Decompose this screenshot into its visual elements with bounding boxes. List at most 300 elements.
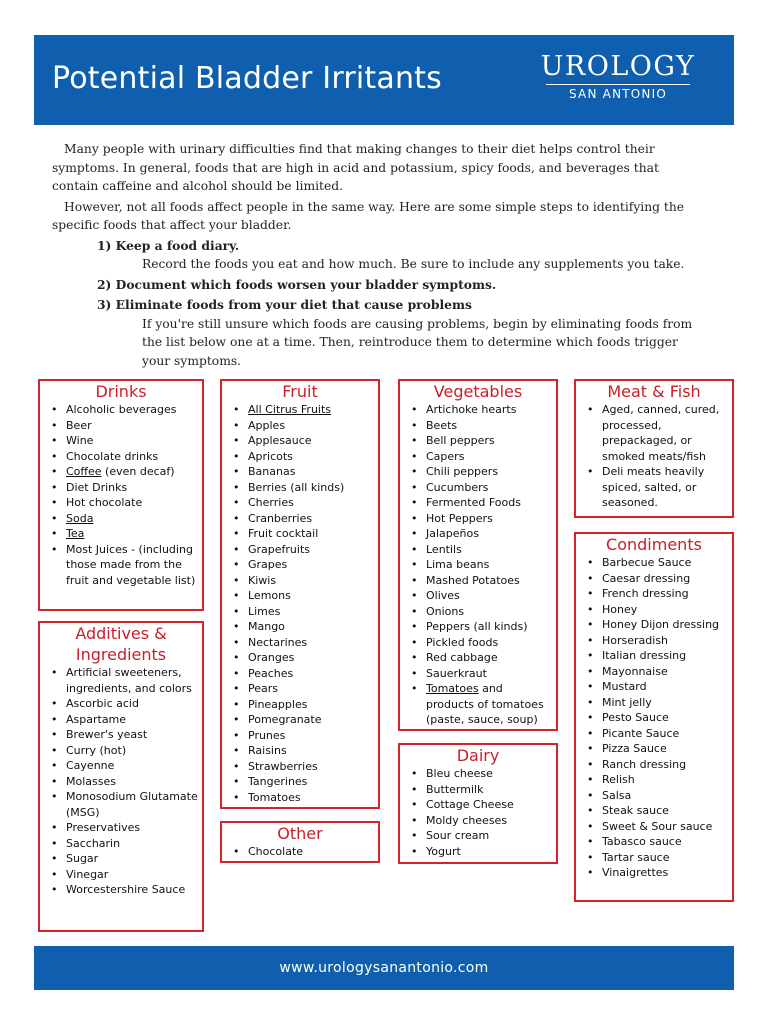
bullet-icon: •	[411, 573, 418, 587]
bullet-icon: •	[587, 571, 594, 585]
header-banner	[34, 35, 734, 125]
list-item	[222, 844, 374, 860]
item-text: Mango	[248, 620, 285, 633]
item-text: Bleu cheese	[426, 767, 493, 780]
item-text: Mustard	[602, 680, 647, 693]
list-item	[576, 850, 728, 866]
bullet-icon: •	[233, 465, 240, 478]
bullet-icon: •	[411, 635, 418, 649]
logo-subtitle: SAN ANTONIO	[569, 87, 667, 101]
list-item	[400, 828, 552, 844]
item-text: Coffee	[66, 465, 102, 478]
list-item	[40, 464, 198, 480]
bullet-icon: •	[587, 773, 594, 786]
list-item	[576, 772, 728, 788]
bullet-icon: •	[587, 465, 594, 478]
list-item	[40, 774, 198, 790]
bullet-icon: •	[51, 821, 58, 834]
list-item	[576, 788, 728, 804]
item-text: Curry (hot)	[66, 743, 127, 757]
list-item	[400, 766, 552, 782]
item-text: Limes	[248, 604, 281, 618]
list-item	[222, 697, 374, 713]
list-item	[40, 882, 198, 898]
item-text: Ranch dressing	[602, 757, 687, 771]
bullet-icon: •	[233, 635, 240, 649]
item-text: Tomatoes	[248, 790, 301, 804]
bullet-icon: •	[411, 449, 418, 463]
logo-divider	[546, 84, 690, 85]
item-text: Apples	[248, 418, 286, 432]
item-list	[40, 665, 202, 898]
list-item	[222, 743, 374, 759]
list-item	[576, 679, 728, 695]
list-item	[400, 604, 552, 620]
item-text: Buttermilk	[426, 782, 484, 796]
bullet-icon: •	[51, 836, 58, 850]
item-text: Mayonnaise	[602, 664, 668, 678]
bullet-icon: •	[587, 866, 594, 879]
bullet-icon: •	[587, 788, 594, 802]
item-suffix: (even decaf)	[101, 465, 175, 478]
item-text: Picante Sauce	[602, 726, 680, 740]
list-item	[400, 650, 552, 666]
item-text: Pickled foods	[426, 635, 499, 649]
category-title: Drinks	[95, 382, 147, 401]
item-text: Vinegar	[66, 867, 109, 881]
item-text: Artificial sweeteners, ingredients, and colors	[66, 666, 192, 695]
item-text: Yogurt	[426, 844, 461, 858]
list-item	[400, 480, 552, 496]
list-item	[40, 758, 198, 774]
item-text: Aspartame	[66, 712, 127, 726]
item-suffix: and products of tomatoes (paste, sauce, soup)	[426, 682, 544, 726]
bullet-icon: •	[411, 589, 418, 602]
item-text: Prunes	[248, 728, 286, 742]
item-text: Lima beans	[426, 558, 490, 571]
step-heading: 3) Eliminate foods from your diet that cause problems	[97, 297, 472, 312]
list-item	[40, 402, 198, 418]
item-text: All Citrus Fruits	[248, 403, 332, 416]
bullet-icon: •	[411, 782, 418, 796]
category-fruit	[220, 379, 380, 809]
bullet-icon: •	[411, 511, 418, 525]
list-item	[40, 851, 198, 867]
item-text: Onions	[426, 604, 465, 618]
list-item	[40, 526, 198, 542]
item-list	[400, 766, 556, 859]
bullet-icon: •	[411, 527, 418, 540]
item-text: Preservatives	[66, 821, 141, 834]
category-drinks	[38, 379, 204, 611]
bullet-icon: •	[587, 819, 594, 833]
category-title: Fruit	[282, 382, 318, 401]
item-text: Ascorbic acid	[66, 697, 139, 710]
item-text: Bananas	[248, 465, 296, 478]
list-item	[576, 803, 728, 819]
list-item	[40, 449, 198, 465]
list-item	[222, 433, 374, 449]
list-item	[40, 696, 198, 712]
item-text: Italian dressing	[602, 649, 687, 662]
item-text: Peppers (all kinds)	[426, 620, 528, 633]
bullet-icon: •	[587, 726, 594, 740]
list-item	[400, 573, 552, 589]
list-item	[400, 464, 552, 480]
list-item	[222, 511, 374, 527]
bullet-icon: •	[51, 697, 58, 710]
bullet-icon: •	[233, 434, 240, 447]
bullet-icon: •	[233, 759, 240, 773]
list-item	[222, 759, 374, 775]
item-text: Sour cream	[426, 829, 490, 842]
list-item	[222, 464, 374, 480]
category-title: Condiments	[606, 535, 702, 554]
bullet-icon: •	[587, 835, 594, 848]
item-text: Applesauce	[248, 434, 312, 447]
item-text: Beer	[66, 418, 92, 432]
item-text: Sweet & Sour sauce	[602, 819, 713, 833]
list-item	[222, 402, 374, 418]
bullet-icon: •	[233, 511, 240, 525]
item-text: Pomegranate	[248, 713, 322, 726]
list-item	[400, 782, 552, 798]
item-list	[40, 402, 202, 588]
item-text: Bell peppers	[426, 434, 495, 447]
list-item	[400, 681, 552, 728]
bullet-icon: •	[51, 759, 58, 772]
bullet-icon: •	[51, 728, 58, 741]
item-list	[222, 844, 378, 860]
item-text: Steak sauce	[602, 804, 669, 817]
list-item	[400, 433, 552, 449]
bullet-icon: •	[51, 712, 58, 726]
bullet-icon: •	[411, 666, 418, 680]
bullet-icon: •	[411, 403, 418, 416]
item-text: Diet Drinks	[66, 480, 128, 494]
list-item	[400, 635, 552, 651]
list-item	[222, 449, 374, 465]
urology-logo	[538, 52, 698, 101]
list-item	[40, 743, 198, 759]
item-text: Tea	[66, 527, 85, 540]
category-title: Vegetables	[433, 382, 523, 401]
bullet-icon: •	[587, 633, 594, 647]
bullet-icon: •	[51, 527, 58, 540]
item-text: Cottage Cheese	[426, 798, 514, 811]
item-text: Kiwis	[248, 573, 277, 587]
bullet-icon: •	[233, 713, 240, 726]
item-text: Olives	[426, 589, 460, 602]
list-item	[40, 542, 198, 589]
bullet-icon: •	[411, 829, 418, 842]
bullet-icon: •	[233, 620, 240, 633]
category-title: Dairy	[456, 746, 500, 765]
list-item	[400, 526, 552, 542]
bullet-icon: •	[51, 790, 58, 803]
list-item	[400, 797, 552, 813]
item-text: Strawberries	[248, 759, 318, 773]
bullet-icon: •	[411, 604, 418, 618]
bullet-icon: •	[51, 743, 58, 757]
bullet-icon: •	[233, 775, 240, 788]
website-link[interactable]: www.urologysanantonio.com	[279, 960, 489, 976]
bullet-icon: •	[587, 664, 594, 678]
bullet-icon: •	[51, 511, 58, 525]
list-item	[576, 757, 728, 773]
bullet-icon: •	[587, 403, 594, 416]
list-item	[576, 648, 728, 664]
bullet-icon: •	[411, 651, 418, 664]
bullet-icon: •	[587, 850, 594, 864]
item-text: Most Juices - (including those made from the fruit and vegetable list)	[66, 542, 196, 587]
list-item	[222, 480, 374, 496]
list-item	[576, 602, 728, 618]
bullet-icon: •	[411, 480, 418, 494]
bullet-icon: •	[233, 604, 240, 618]
bullet-icon: •	[233, 403, 240, 416]
logo-wordmark: UROLOGY	[540, 51, 696, 82]
bullet-icon: •	[411, 418, 418, 432]
bullet-icon: •	[233, 682, 240, 695]
list-item	[576, 726, 728, 742]
item-list	[222, 402, 378, 805]
list-item	[400, 542, 552, 558]
bullet-icon: •	[233, 558, 240, 571]
bullet-icon: •	[411, 496, 418, 509]
list-item	[576, 464, 728, 511]
intro-paragraph: Many people with urinary difficulties find that making changes to their diet helps control their symptoms. In general, foods that are high in acid and potassium, spicy foods, and beverages that contain caffeine and alcohol should be limited.	[52, 142, 659, 193]
list-item	[222, 712, 374, 728]
item-text: Raisins	[248, 744, 287, 757]
bullet-icon: •	[51, 774, 58, 788]
list-item	[576, 865, 728, 881]
bullet-icon: •	[51, 480, 58, 494]
bullet-icon: •	[587, 680, 594, 693]
item-text: Moldy cheeses	[426, 813, 508, 827]
bullet-icon: •	[233, 728, 240, 742]
list-item	[222, 588, 374, 604]
list-item	[222, 666, 374, 682]
bullet-icon: •	[51, 403, 58, 416]
bullet-icon: •	[587, 649, 594, 662]
bullet-icon: •	[411, 813, 418, 827]
list-item	[576, 819, 728, 835]
item-text: Nectarines	[248, 635, 308, 649]
list-item	[576, 834, 728, 850]
list-item	[222, 495, 374, 511]
bullet-icon: •	[233, 449, 240, 463]
list-item	[576, 741, 728, 757]
item-text: Grapefruits	[248, 542, 311, 556]
item-list	[400, 402, 556, 728]
list-item	[222, 650, 374, 666]
list-item	[40, 820, 198, 836]
item-text: Lentils	[426, 542, 462, 556]
bullet-icon: •	[587, 602, 594, 616]
category-dairy	[398, 743, 558, 864]
list-item	[40, 727, 198, 743]
list-item	[576, 695, 728, 711]
item-text: Worcestershire Sauce	[66, 883, 186, 896]
item-text: Mint jelly	[602, 695, 652, 709]
list-item	[400, 511, 552, 527]
list-item	[222, 774, 374, 790]
bullet-icon: •	[233, 845, 240, 858]
item-text: Vinaigrettes	[602, 866, 669, 879]
category-condiments	[574, 532, 734, 902]
step-body: If you're still unsure which foods are causing problems, begin by eliminating foods from the list below one at a time. Then, reintroduce them to determine which foods trigger your symptoms.	[142, 316, 693, 368]
bullet-icon: •	[51, 418, 58, 432]
list-item	[576, 402, 728, 464]
item-text: Cherries	[248, 496, 294, 509]
category-other	[220, 821, 380, 863]
list-item	[40, 418, 198, 434]
bullet-icon: •	[233, 542, 240, 556]
item-text: Horseradish	[602, 633, 669, 647]
bullet-icon: •	[233, 651, 240, 664]
list-item	[576, 555, 728, 571]
bullet-icon: •	[51, 852, 58, 865]
item-text: Jalapeños	[426, 527, 479, 540]
intro-paragraph: However, not all foods affect people in the same way. Here are some simple steps to identifying the specific foods that affect your bladder.	[52, 199, 685, 232]
bullet-icon: •	[51, 465, 58, 478]
list-item	[40, 511, 198, 527]
bullet-icon: •	[51, 496, 58, 509]
item-text: Grapes	[248, 558, 288, 571]
item-text: Pears	[248, 682, 279, 695]
list-item	[222, 573, 374, 589]
bullet-icon: •	[233, 418, 240, 432]
bullet-icon: •	[411, 542, 418, 556]
list-item	[576, 664, 728, 680]
list-item	[576, 586, 728, 602]
item-text: Deli meats heavily spiced, salted, or seasoned.	[602, 465, 705, 509]
step-heading: 1) Keep a food diary.	[97, 237, 240, 253]
bullet-icon: •	[51, 666, 58, 679]
bullet-icon: •	[411, 620, 418, 633]
bullet-icon: •	[411, 682, 418, 695]
list-item	[222, 557, 374, 573]
item-text: Cayenne	[66, 759, 115, 772]
item-text: Chili peppers	[426, 465, 499, 478]
item-text: Red cabbage	[426, 651, 498, 664]
category-title: Meat & Fish	[607, 382, 701, 401]
bullet-icon: •	[51, 434, 58, 447]
bullet-icon: •	[411, 558, 418, 571]
item-text: Honey Dijon dressing	[602, 618, 720, 631]
bullet-icon: •	[411, 798, 418, 811]
list-item	[400, 495, 552, 511]
item-text: Mashed Potatoes	[426, 573, 520, 587]
list-item	[40, 495, 198, 511]
bullet-icon: •	[587, 757, 594, 771]
list-item	[222, 418, 374, 434]
item-text: Hot Peppers	[426, 511, 493, 525]
intro-text	[52, 140, 698, 370]
item-text: Pesto Sauce	[602, 711, 669, 724]
category-title: Additives & Ingredients	[75, 624, 167, 664]
item-text: Beets	[426, 418, 458, 432]
item-text: Chocolate	[248, 845, 304, 858]
bullet-icon: •	[233, 589, 240, 602]
list-item	[400, 619, 552, 635]
bullet-icon: •	[233, 573, 240, 587]
item-text: Fruit cocktail	[248, 527, 319, 540]
bullet-icon: •	[233, 790, 240, 804]
bullet-icon: •	[233, 666, 240, 680]
list-item	[222, 526, 374, 542]
list-item	[400, 813, 552, 829]
list-item	[40, 433, 198, 449]
item-text: Peaches	[248, 666, 294, 680]
list-item	[222, 790, 374, 806]
bullet-icon: •	[233, 697, 240, 711]
item-text: Saccharin	[66, 836, 121, 850]
list-item	[576, 617, 728, 633]
list-item	[576, 633, 728, 649]
item-list	[576, 555, 732, 881]
list-item	[222, 619, 374, 635]
item-text: Apricots	[248, 449, 293, 463]
item-text: Chocolate drinks	[66, 449, 159, 463]
list-item	[222, 635, 374, 651]
footer-banner	[34, 946, 734, 990]
item-text: Barbecue Sauce	[602, 556, 692, 569]
list-item	[400, 402, 552, 418]
bullet-icon: •	[51, 883, 58, 896]
item-text: Sauerkraut	[426, 666, 487, 680]
category-meat-fish	[574, 379, 734, 518]
bullet-icon: •	[411, 767, 418, 780]
item-text: Pineapples	[248, 697, 308, 711]
item-text: Cucumbers	[426, 480, 489, 494]
item-text: Aged, canned, cured, processed, prepackaged, or smoked meats/fish	[602, 403, 720, 463]
bullet-icon: •	[587, 587, 594, 600]
list-item	[400, 418, 552, 434]
list-item	[222, 681, 374, 697]
item-text: Oranges	[248, 651, 295, 664]
item-text: Monosodium Glutamate (MSG)	[66, 790, 198, 819]
item-text: Pizza Sauce	[602, 742, 667, 755]
item-text: Lemons	[248, 589, 291, 602]
bullet-icon: •	[587, 711, 594, 724]
item-list	[576, 402, 732, 511]
item-text: Salsa	[602, 788, 632, 802]
list-item	[222, 728, 374, 744]
bullet-icon: •	[51, 867, 58, 881]
item-text: Hot chocolate	[66, 496, 143, 509]
item-text: French dressing	[602, 587, 689, 600]
bullet-icon: •	[587, 618, 594, 631]
item-text: Caesar dressing	[602, 571, 691, 585]
bullet-icon: •	[233, 744, 240, 757]
bullet-icon: •	[233, 480, 240, 494]
bullet-icon: •	[51, 542, 58, 556]
item-text: Tomatoes	[426, 682, 479, 695]
bullet-icon: •	[587, 556, 594, 569]
item-text: Berries (all kinds)	[248, 480, 345, 494]
list-item	[576, 710, 728, 726]
bullet-icon: •	[587, 742, 594, 755]
item-text: Soda	[66, 511, 94, 525]
item-text: Capers	[426, 449, 465, 463]
list-item	[400, 449, 552, 465]
bullet-icon: •	[411, 844, 418, 858]
item-text: Fermented Foods	[426, 496, 521, 509]
item-text: Molasses	[66, 774, 116, 788]
step-body: Record the foods you eat and how much. Be sure to include any supplements you take.	[142, 257, 685, 271]
